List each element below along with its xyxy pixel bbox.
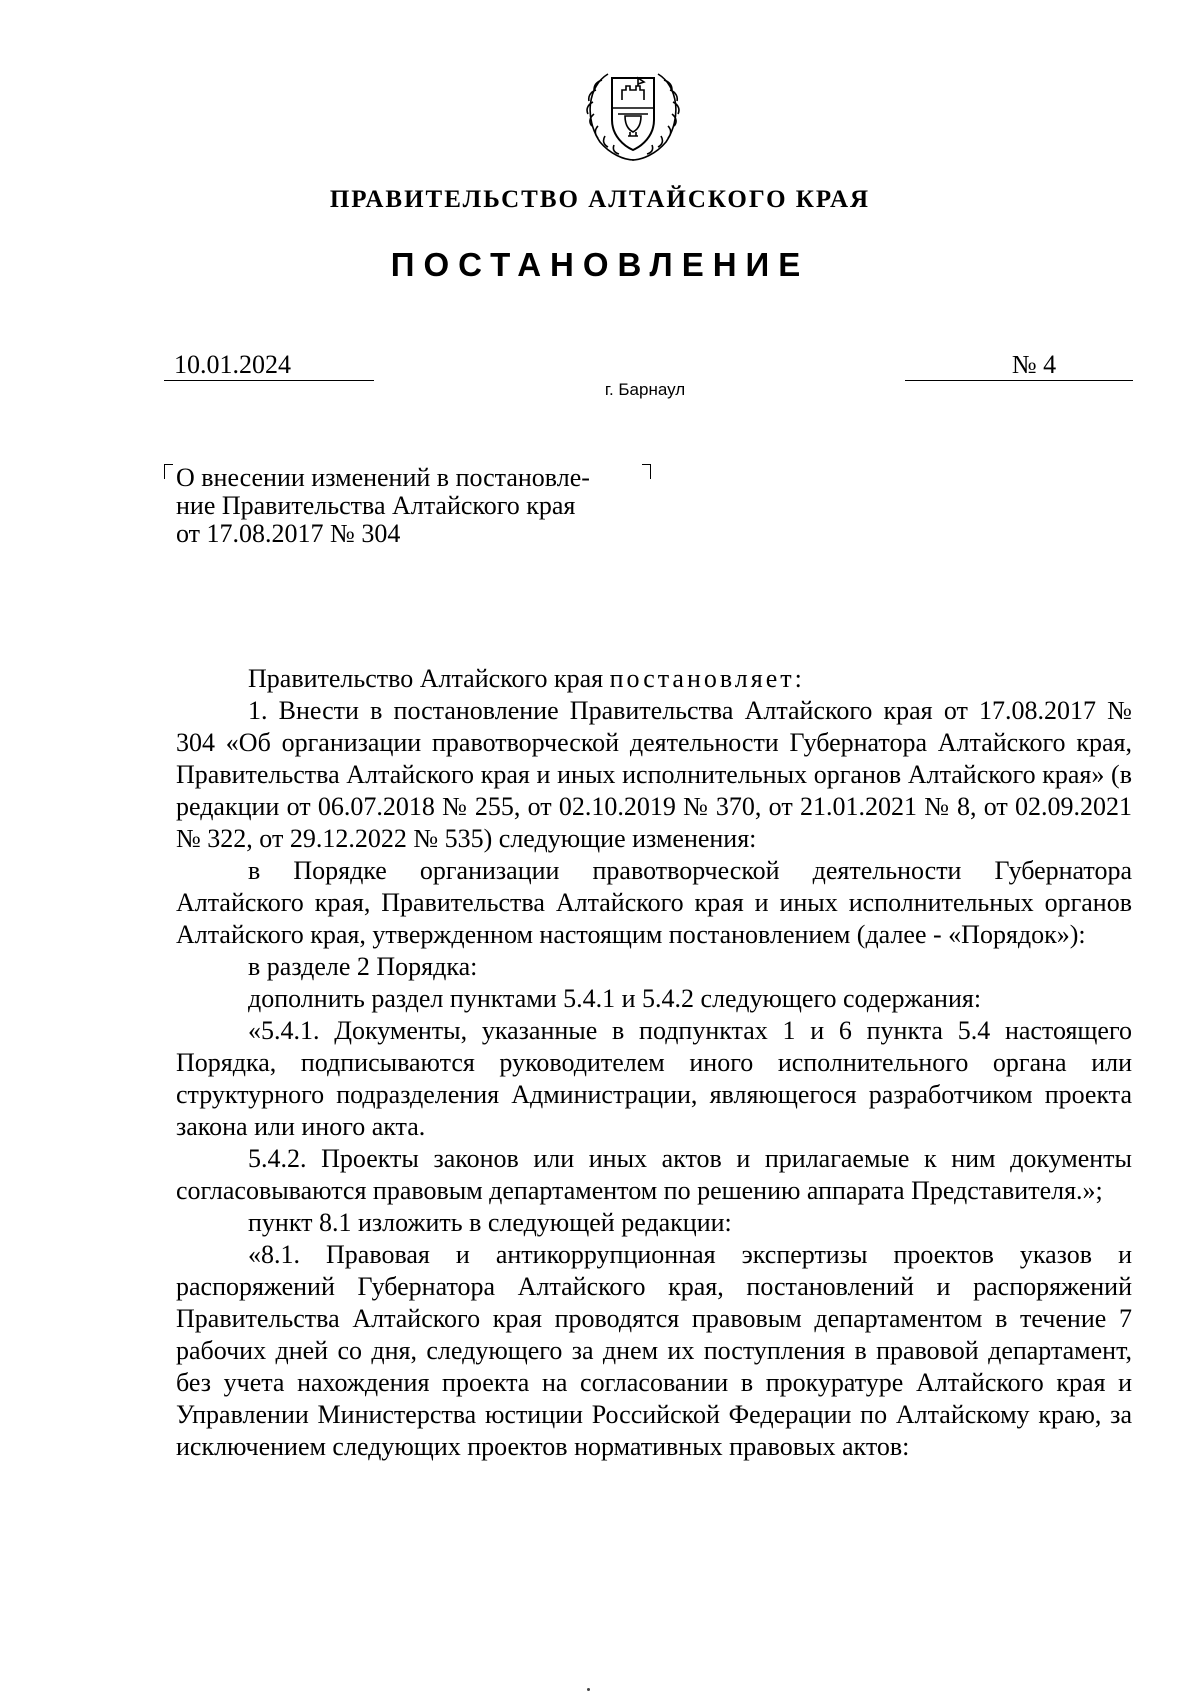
body-paragraph: 5.4.2. Проекты законов или иных актов и прилагаемые к ним документы согласовываются правовым департаментом по решению аппарата Представителя.»;	[176, 1144, 1132, 1205]
coat-of-arms-emblem	[578, 56, 688, 166]
document-body	[176, 663, 1132, 1463]
subject-line: ние Правительства Алтайского края	[176, 491, 576, 520]
subject-corner-left	[164, 464, 173, 479]
body-paragraph: дополнить раздел пунктами 5.4.1 и 5.4.2 следующего содержания:	[248, 984, 982, 1013]
body-paragraph: в разделе 2 Порядка:	[248, 952, 478, 981]
body-paragraph: «5.4.1. Документы, указанные в подпунктах 1 и 6 пункта 5.4 настоящего Порядка, подписываются руководителем иного исполнительного органа или структурного подразделения Администрации, являющегося разработчиком проекта закона или иного акта.	[176, 1016, 1132, 1141]
intro-prefix: Правительство Алтайского края	[248, 664, 610, 693]
intro-verb: постановляет:	[609, 664, 805, 693]
document-number: № 4	[905, 350, 1133, 381]
subject-line: от 17.08.2017 № 304	[176, 519, 401, 548]
body-paragraph: пункт 8.1 изложить в следующей редакции:	[248, 1208, 732, 1237]
body-paragraph: «8.1. Правовая и антикоррупционная экспертизы проектов указов и распоряжений Губернатора Алтайского края, постановлений и распоряжений Правительства Алтайского края проводятся правовым департаментом в течение 7 рабочих дней со дня, следующего за днем их поступления в правовой департамент, без учета нахождения проекта на согласовании в прокуратуре Алтайского края и Управлении Министерства юстиции Российской Федерации по Алтайскому краю, за исключением следующих проектов нормативных правовых актов:	[176, 1240, 1132, 1461]
document-city: г. Барнаул	[604, 380, 686, 399]
body-paragraph: 1. Внести в постановление Правительства Алтайского края от 17.08.2017 № 304 «Об организации правотворческой деятельности Губернатора Алтайского края, Правительства Алтайского края и иных исполнительных органов Алтайского края» (в редакции от 06.07.2018 № 255, от 02.10.2019 № 370, от 21.01.2021 № 8, от 02.09.2021 № 322, от 29.12.2022 № 535) следующие изменения:	[176, 696, 1132, 853]
government-title: ПРАВИТЕЛЬСТВО АЛТАЙСКОГО КРАЯ	[329, 186, 871, 213]
subject-line: О внесении изменений в постановле-	[176, 463, 590, 492]
intro-paragraph	[176, 663, 1132, 695]
body-paragraph: в Порядке организации правотворческой деятельности Губернатора Алтайского края, Правительства Алтайского края и иных исполнительных органов Алтайского края, утвержденном настоящим постановлением (далее - «Порядок»):	[176, 856, 1132, 949]
scan-dot	[587, 1688, 590, 1691]
document-type: ПОСТАНОВЛЕНИЕ	[390, 246, 810, 283]
document-subject	[176, 464, 646, 548]
document-date: 10.01.2024	[164, 350, 374, 381]
